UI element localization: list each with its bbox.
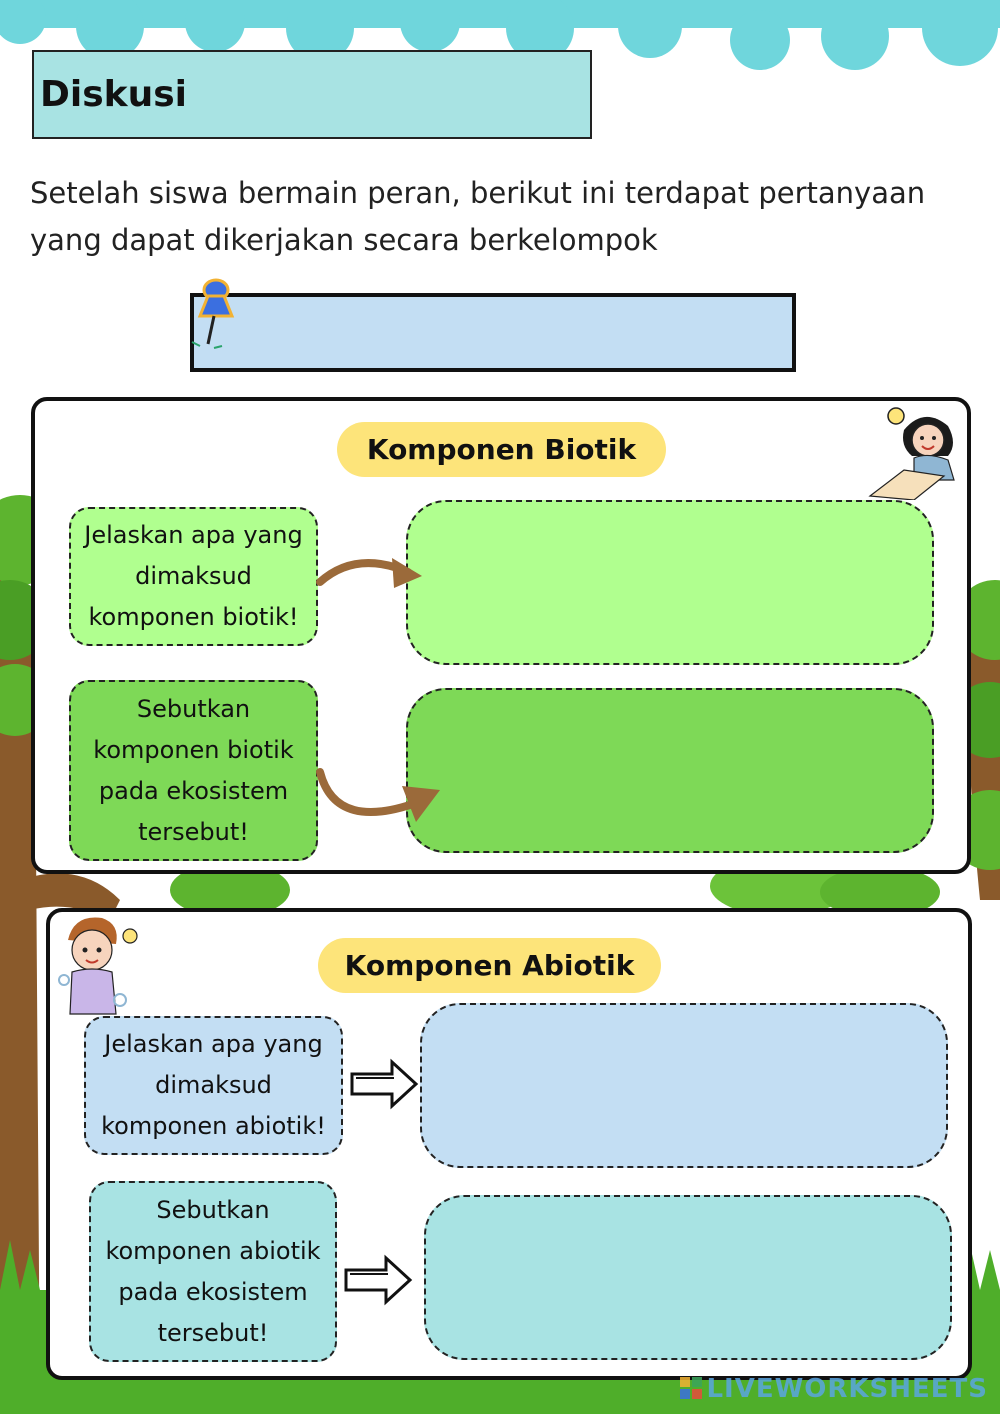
watermark-text: LIVEWORKSHEETS (706, 1374, 988, 1404)
pushpin-icon (186, 276, 240, 352)
page-title: Diskusi (40, 74, 187, 115)
block-arrow-icon (342, 1254, 414, 1306)
block-arrow-icon (348, 1058, 420, 1110)
girl-studying-icon (864, 400, 964, 500)
intro-text: Setelah siswa bermain peran, berikut ini terdapat pertanyaan yang dapat dikerjakan secara berkelompok (30, 176, 926, 257)
biotic-answer-1[interactable] (406, 500, 934, 665)
title-box (32, 50, 592, 139)
abiotic-answer-1[interactable] (420, 1003, 948, 1168)
abiotic-question-1: Jelaskan apa yang dimaksud komponen abiotik! (84, 1016, 343, 1155)
abiotic-answer-2[interactable] (424, 1195, 952, 1360)
biotic-title: Komponen Biotik (337, 422, 666, 477)
biotic-question-1: Jelaskan apa yang dimaksud komponen biotik! (69, 507, 318, 646)
watermark (680, 1374, 988, 1404)
biotic-answer-2[interactable] (406, 688, 934, 853)
group-name-input[interactable] (190, 293, 796, 372)
boy-thinking-icon (54, 910, 144, 1020)
liveworksheets-logo-icon (680, 1377, 702, 1399)
abiotic-question-2: Sebutkan komponen abiotik pada ekosistem tersebut! (89, 1181, 337, 1362)
curved-arrow-icon (316, 764, 446, 834)
biotic-question-2: Sebutkan komponen biotik pada ekosistem tersebut! (69, 680, 318, 861)
curved-arrow-icon (316, 550, 426, 600)
abiotic-title: Komponen Abiotik (318, 938, 661, 993)
